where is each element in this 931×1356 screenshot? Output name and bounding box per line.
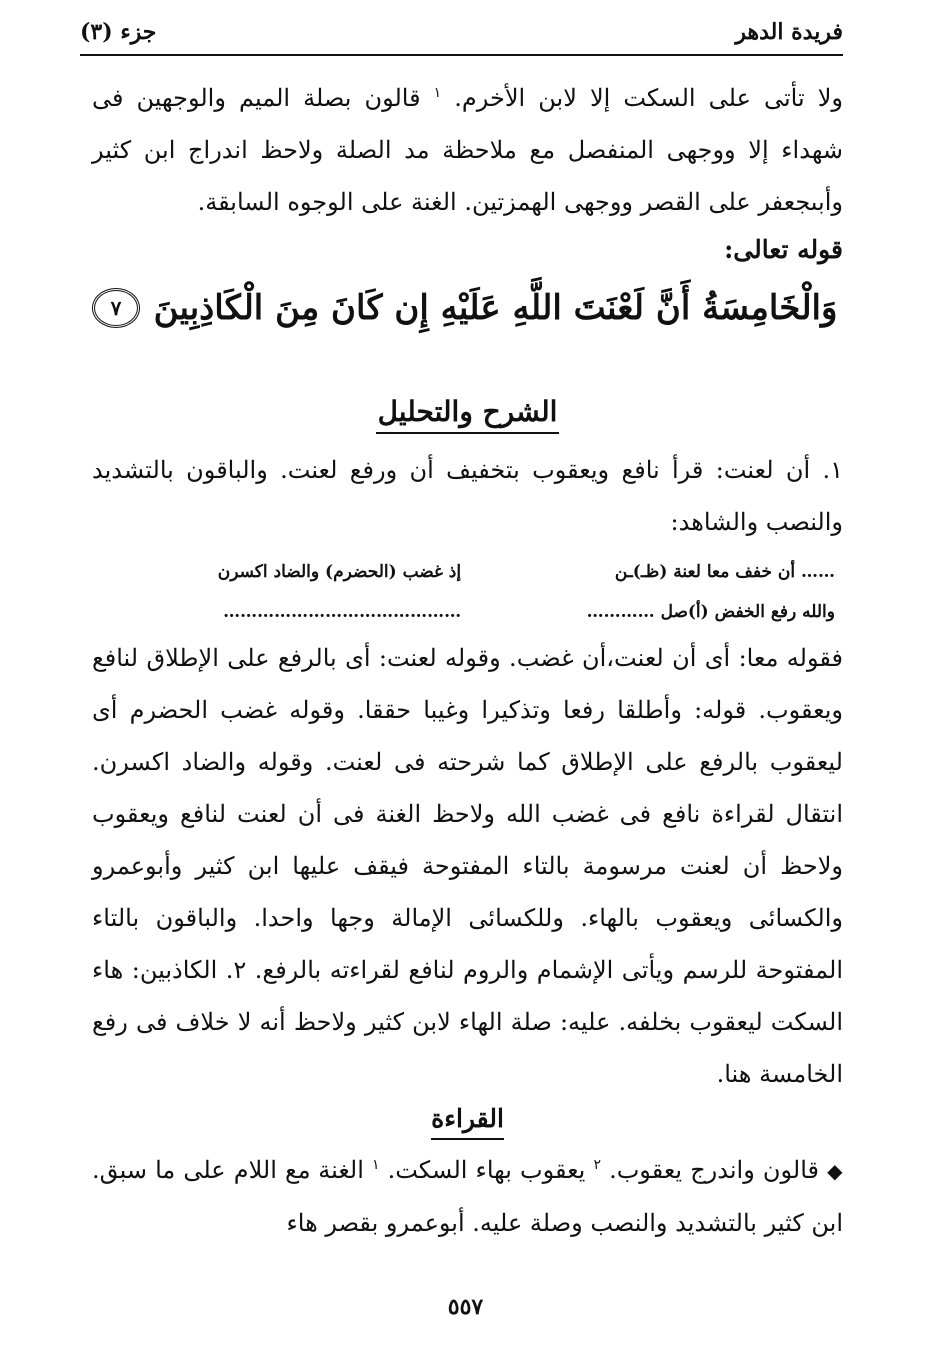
poem-row <box>92 592 843 632</box>
reading-paragraph <box>92 1144 843 1249</box>
intro-line-b: قالون بصلة الميم والوجهين فى شهداء إلا ووجهى المنفصل مع ملاحظة مد الصلة ولاحظ اندراج ابن كثير وأبىجعفر على القصر ووجهى الهمزتين. الغنة على الوجوه السابقة. <box>92 84 843 216</box>
page-number: ٥٥٧ <box>447 1294 484 1320</box>
intro-paragraph <box>92 72 843 228</box>
intro-line-a: ولا تأتى على السكت إلا لابن الأخرم. <box>454 84 843 112</box>
footnote-marker: ١ <box>371 1157 380 1173</box>
verse-number-icon: ٧ <box>92 288 140 328</box>
diamond-bullet-icon: ◆ <box>827 1159 843 1183</box>
reading-title <box>92 1100 843 1144</box>
section-title-text: الشرح والتحليل <box>376 392 560 434</box>
poem-hemistich-left: إذ غضب (الحضرم) والضاد اكسرن <box>217 562 462 582</box>
part-label: جزء (٣) <box>80 19 157 45</box>
book-title: فريدة الدهر <box>735 19 843 45</box>
explanation-paragraph: فقوله معا: أى أن لعنت،أن غضب. وقوله لعنت: أى بالرفع على الإطلاق لنافع ويعقوب. قوله: وأطلقا رفعا وتذكيرا وغيبا حققا. وقوله غضب الحضرم أى ليعقوب بالرفع على الإطلاق كما شرحته فى لعنت. وقوله والضاد اكسرن. انتقال لقراءة نافع فى غضب الله ولاحظ الغنة فى أن لعنت لنافع ويعقوب ولاحظ أن لعنت مرسومة بالتاء المفتوحة فيقف عليها ابن كثير وأبوعمرو والكسائى ويعقوب بالهاء. وللكسائى الإمالة وجها واحدا. والباقون بالتاء المفتوحة للرسم ويأتى الإشمام والروم لنافع لقراءته بالرفع. ٢. الكاذبين: هاء السكت ليعقوب بخلفه. عليه: صلة الهاء لابن كثير ولاحظ أنه لا خلاف فى رفع الخامسة هنا. <box>92 644 843 1088</box>
poem-row <box>92 552 843 592</box>
section-title <box>92 392 843 440</box>
verse-label: قوله تعالى: <box>724 235 843 264</box>
poem-hemistich-right: …… أن خفف معا لعنة (ظـ)ـن <box>614 562 835 582</box>
footnote-marker: ١ <box>433 85 442 101</box>
poem-hemistich-right: والله رفع الخفض (أ)صل ………… <box>586 602 835 622</box>
verse-text: وَالْخَامِسَةُ أَنَّ لَعْنَتَ اللَّهِ عَلَيْهِ إِن كَانَ مِنَ الْكَاذِبِينَ <box>153 288 838 328</box>
quran-verse <box>92 278 843 338</box>
footnote-marker: ٢ <box>593 1157 601 1173</box>
reading-part-a: قالون واندرج يعقوب. <box>609 1156 820 1184</box>
poem-hemistich-left: …………………………………… <box>223 602 462 622</box>
reading-part-c: الغنة مع اللام على ما سبق. ابن كثير بالتشديد والنصب وصلة عليه. أبوعمرو بقصر هاء <box>92 1156 843 1237</box>
page-header <box>80 10 843 56</box>
commentary-item-1: ١. أن لعنت: قرأ نافع ويعقوب بتخفيف أن ورفع لعنت. والباقون بالتشديد والنصب والشاهد: <box>92 456 843 536</box>
reading-part-b: يعقوب بهاء السكت. <box>387 1156 586 1184</box>
reading-title-text: القراءة <box>431 1100 504 1140</box>
page-body <box>92 72 843 1249</box>
poem-verses <box>92 552 843 632</box>
